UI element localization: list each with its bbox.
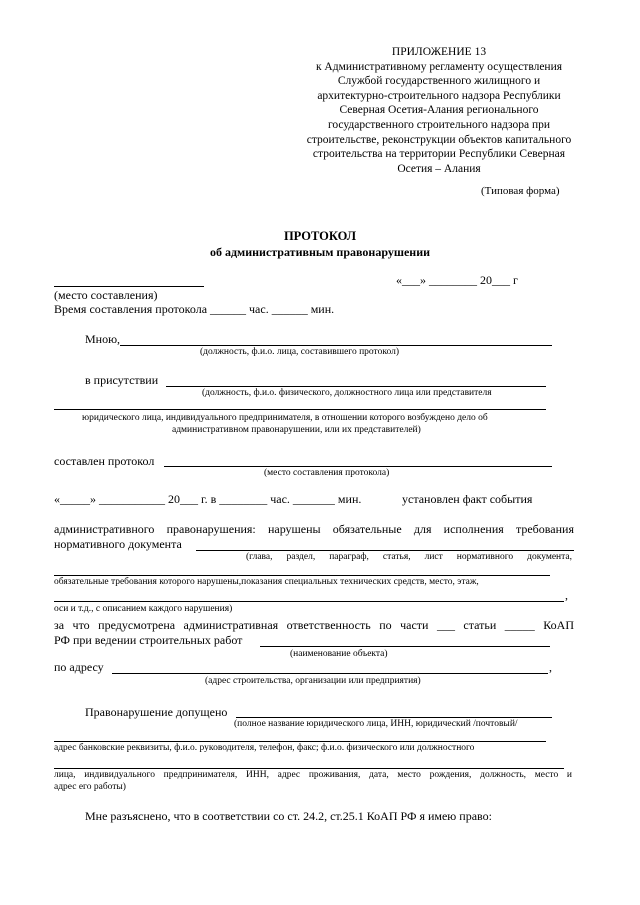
rights-text: Мне разъяснено, что в соответствии со ст. 24.2, ст.25.1 КоАП РФ я имею право: bbox=[85, 809, 492, 823]
compiled-caption: (место составления протокола) bbox=[264, 468, 390, 478]
offender-label: Правонарушение допущено bbox=[85, 705, 228, 719]
presence-caption-3: административном правонарушении, или их представителей) bbox=[172, 425, 421, 435]
header-line: к Административному регламенту осуществления bbox=[315, 60, 563, 73]
event-date-field[interactable]: «_____» ___________ 20___ г. в ________ час. _______ мин. bbox=[54, 492, 362, 506]
header-line: Северная Осетия-Алания регионального bbox=[339, 104, 539, 117]
presence-caption-2: юридического лица, индивидуального предпринимателя, в отношении которого возбуждено дело об bbox=[82, 413, 488, 423]
violation-caption-2: обязательные требования которого нарушены,показания специальных технических средств, место, этаж, bbox=[54, 577, 479, 587]
header-line: архитектурно-строительного надзора Республики bbox=[317, 89, 561, 102]
address-line[interactable] bbox=[112, 673, 548, 674]
form-type: (Типовая форма) bbox=[481, 185, 560, 197]
offender-caption: (полное название юридического лица, ИНН, юридический /почтовый/ bbox=[234, 719, 518, 729]
liability-line[interactable] bbox=[260, 646, 550, 647]
violation-caption-3: оси и т.д., с описанием каждого нарушения) bbox=[54, 604, 233, 614]
compiled-line[interactable] bbox=[164, 466, 552, 467]
offender-caption-3: лица, индивидуального предпринимателя, ИНН, адрес проживания, дата, место рождения, должность, место и bbox=[54, 770, 572, 780]
liability-line-2: РФ при ведении строительных работ bbox=[54, 633, 243, 647]
me-line[interactable] bbox=[120, 345, 552, 346]
offender-line-3[interactable] bbox=[54, 768, 564, 769]
header-line: государственного строительного надзора при bbox=[327, 118, 551, 131]
violation-line-2b[interactable] bbox=[54, 575, 550, 576]
header-block bbox=[292, 45, 586, 176]
place-line[interactable] bbox=[54, 286, 204, 287]
liability-caption: (наименование объекта) bbox=[290, 649, 388, 659]
presence-label: в присутствии bbox=[85, 373, 159, 387]
me-caption: (должность, ф.и.о. лица, составившего протокол) bbox=[200, 347, 399, 357]
header-line: Осетия – Алания bbox=[397, 162, 481, 175]
violation-caption: (глава, раздел, параграф, статья, лист нормативного документа, bbox=[246, 552, 572, 562]
address-caption: (адрес строительства, организации или предприятия) bbox=[205, 676, 421, 686]
date-field[interactable]: «___» ________ 20___ г bbox=[396, 273, 518, 287]
doc-title: ПРОТОКОЛ bbox=[283, 229, 357, 243]
violation-line-3[interactable] bbox=[54, 601, 564, 602]
offender-line[interactable] bbox=[236, 717, 552, 718]
header-line: ПРИЛОЖЕНИЕ 13 bbox=[391, 46, 487, 58]
header-line: строительстве, реконструкции объектов капитального bbox=[306, 133, 572, 146]
time-field[interactable]: Время составления протокола ______ час. ______ мин. bbox=[54, 302, 335, 316]
violation-line-2: нормативного документа bbox=[54, 537, 182, 551]
violation-comma: , bbox=[565, 588, 568, 602]
compiled-label: составлен протокол bbox=[54, 454, 155, 468]
address-comma: , bbox=[549, 660, 552, 674]
header-line: Службой государственного жилищного и bbox=[337, 75, 541, 88]
me-label: Мною, bbox=[85, 332, 121, 346]
event-tail: установлен факт события bbox=[402, 492, 533, 506]
doc-subtitle: об административным правонарушении bbox=[209, 245, 431, 259]
liability-line-1: за что предусмотрена административная ответственность по части ___ статьи _____ КоАП bbox=[54, 618, 574, 632]
presence-caption: (должность, ф.и.о. физического, должностного лица или представителя bbox=[202, 388, 492, 398]
violation-line[interactable] bbox=[196, 550, 574, 551]
offender-line-2[interactable] bbox=[54, 741, 546, 742]
offender-caption-4: адрес его работы) bbox=[54, 782, 126, 792]
presence-line-2[interactable] bbox=[54, 409, 546, 410]
address-label: по адресу bbox=[54, 660, 104, 674]
violation-line-1: административного правонарушения: нарушены обязательные для исполнения требования bbox=[54, 522, 574, 536]
presence-line[interactable] bbox=[166, 386, 546, 387]
header-line: строительства на территории Республики Северная bbox=[312, 148, 566, 161]
offender-caption-2: адрес банковские реквизиты, ф.и.о. руководителя, телефон, факс; ф.и.о. физического или должностного bbox=[54, 743, 475, 753]
place-caption: (место составления) bbox=[54, 288, 158, 302]
